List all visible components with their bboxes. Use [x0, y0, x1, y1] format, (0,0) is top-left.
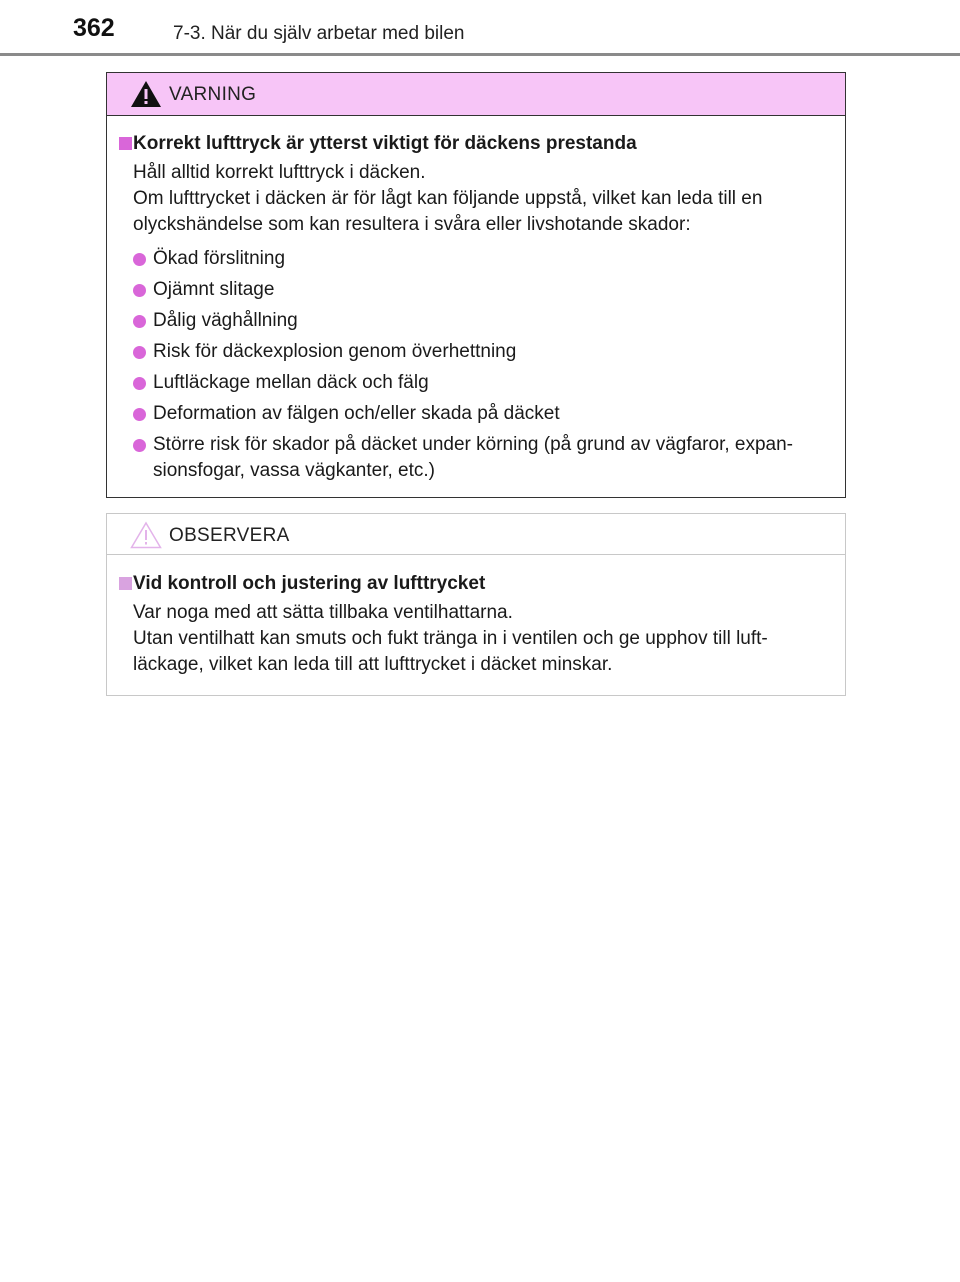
page-number: 362 — [73, 14, 115, 42]
warning-heading-text: Korrekt lufttryck är ytterst viktigt för däckens prestanda — [133, 133, 637, 154]
notice-line2: Utan ventilhatt kan smuts och fukt tränga in i ventilen och ge upphov till luft-läckage, vilket kan leda till att lufttrycket i däcket minskar. — [133, 628, 768, 675]
warning-intro-line1: Håll alltid korrekt lufttryck i däcken. — [133, 162, 426, 183]
square-bullet-icon — [119, 137, 132, 150]
list-item-text: Ökad förslitning — [153, 248, 286, 269]
round-bullet-icon — [133, 346, 146, 359]
round-bullet-icon — [133, 253, 146, 266]
warning-box — [106, 72, 846, 498]
notice-box — [106, 513, 846, 696]
round-bullet-icon — [133, 315, 146, 328]
round-bullet-icon — [133, 408, 146, 421]
list-item — [119, 339, 833, 365]
list-item — [119, 432, 833, 484]
list-item — [119, 277, 833, 303]
notice-line1: Var noga med att sätta tillbaka ventilhattarna. — [133, 602, 513, 623]
warning-label: VARNING — [169, 84, 257, 105]
notice-label: OBSERVERA — [169, 525, 290, 546]
round-bullet-icon — [133, 284, 146, 297]
list-item-text: Deformation av fälgen och/eller skada på däcket — [153, 403, 560, 424]
warning-heading — [119, 131, 833, 157]
round-bullet-icon — [133, 439, 146, 452]
notice-heading-text: Vid kontroll och justering av lufttrycket — [133, 573, 486, 594]
list-item-text: Större risk för skador på däcket under körning (på grund av vägfaror, expan-sionsfogar, vassa vägkanter, etc.) — [153, 434, 794, 481]
list-item-text: Ojämnt slitage — [153, 279, 275, 300]
list-item-text: Risk för däckexplosion genom överhettning — [153, 341, 517, 362]
list-item-text: Dålig väghållning — [153, 310, 298, 331]
list-item — [119, 370, 833, 396]
warning-body — [107, 116, 845, 484]
list-item-text: Luftläckage mellan däck och fälg — [153, 372, 429, 393]
square-bullet-icon — [119, 577, 132, 590]
notice-header — [107, 514, 845, 555]
page-header — [0, 0, 960, 58]
warning-header — [107, 73, 845, 116]
list-item — [119, 308, 833, 334]
warning-intro-line2: Om lufttrycket i däcken är för lågt kan följande uppstå, vilket kan leda till en olyckshändelse som kan resultera i svåra eller livshotande skador: — [133, 188, 763, 235]
header-divider — [0, 53, 960, 56]
section-title: 7-3. När du själv arbetar med bilen — [173, 23, 465, 44]
notice-heading — [119, 571, 833, 597]
list-item — [119, 246, 833, 272]
warning-triangle-icon — [130, 80, 162, 108]
warning-triangle-outline-icon — [130, 521, 162, 549]
round-bullet-icon — [133, 377, 146, 390]
notice-body — [107, 555, 845, 678]
warning-list — [119, 246, 833, 484]
list-item — [119, 401, 833, 427]
